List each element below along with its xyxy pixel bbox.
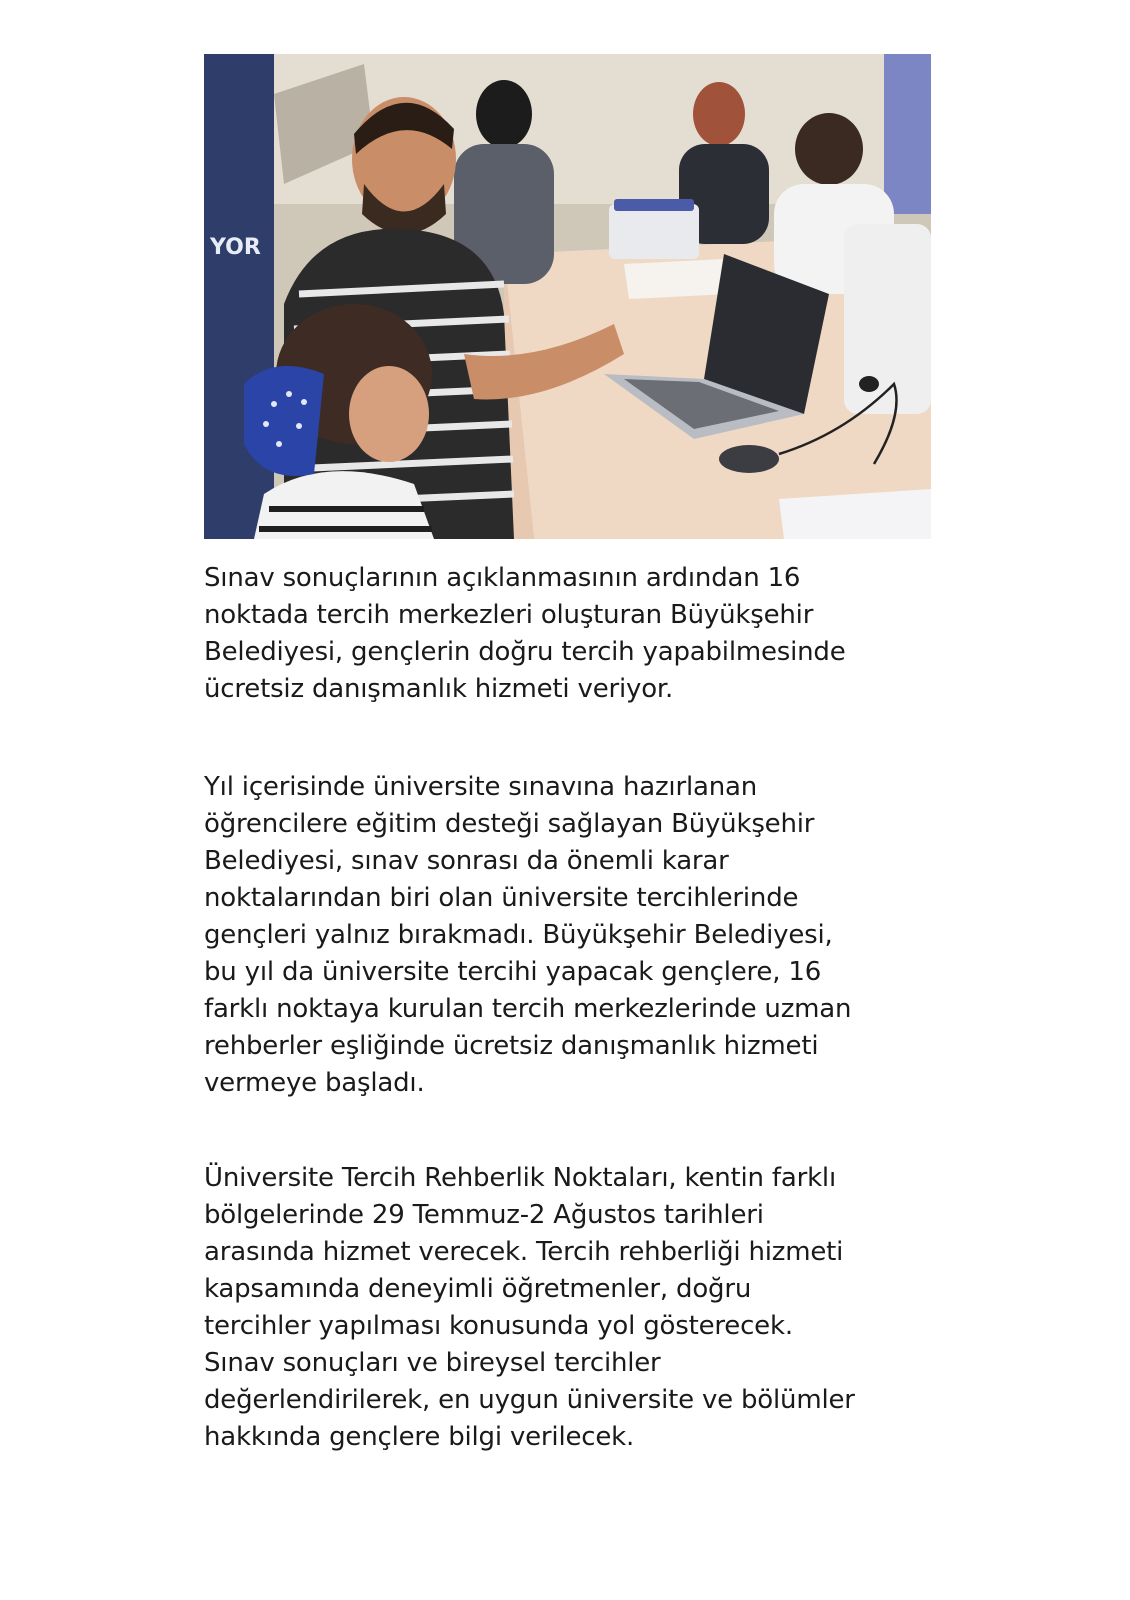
text-line: Belediyesi, sınav sonrası da önemli karar	[204, 846, 729, 876]
text-line: Belediyesi, gençlerin doğru tercih yapabilmesinde	[204, 637, 846, 667]
photo-consultation-desk-icon	[204, 54, 931, 539]
text-line: Sınav sonuçlarının açıklanmasının ardından 16	[204, 563, 801, 593]
text-line: Üniversite Tercih Rehberlik Noktaları, kentin farklı	[204, 1163, 836, 1193]
text-line: noktalarından biri olan üniversite tercihlerinde	[204, 883, 799, 913]
paragraph-guidance-points	[204, 1160, 931, 1456]
text-line: tercihler yapılması konusunda yol gösterecek.	[204, 1311, 793, 1341]
text-line: öğrencilere eğitim desteği sağlayan Büyükşehir	[204, 809, 815, 839]
text-line: ücretsiz danışmanlık hizmeti veriyor.	[204, 674, 674, 704]
text-line: arasında hizmet verecek. Tercih rehberliği hizmeti	[204, 1237, 844, 1267]
paragraph-education-support	[204, 769, 931, 1102]
text-line: hakkında gençlere bilgi verilecek.	[204, 1422, 635, 1452]
text-line: noktada tercih merkezleri oluşturan Büyükşehir	[204, 600, 814, 630]
text-line: değerlendirilerek, en uygun üniversite ve bölümler	[204, 1385, 855, 1415]
text-line: vermeye başladı.	[204, 1068, 425, 1098]
text-line: bu yıl da üniversite tercihi yapacak gençlere, 16	[204, 957, 822, 987]
text-line: gençleri yalnız bırakmadı. Büyükşehir Belediyesi,	[204, 920, 833, 950]
text-line: Sınav sonuçları ve bireysel tercihler	[204, 1348, 661, 1378]
news-photo	[204, 54, 931, 539]
text-line: bölgelerinde 29 Temmuz-2 Ağustos tarihleri	[204, 1200, 764, 1230]
text-line: Yıl içerisinde üniversite sınavına hazırlanan	[204, 772, 757, 802]
paragraph-intro	[204, 560, 931, 708]
text-line: kapsamında deneyimli öğretmenler, doğru	[204, 1274, 752, 1304]
text-line: rehberler eşliğinde ücretsiz danışmanlık hizmeti	[204, 1031, 819, 1061]
text-line: farklı noktaya kurulan tercih merkezlerinde uzman	[204, 994, 852, 1024]
svg-text:YOR: YOR	[210, 235, 261, 260]
